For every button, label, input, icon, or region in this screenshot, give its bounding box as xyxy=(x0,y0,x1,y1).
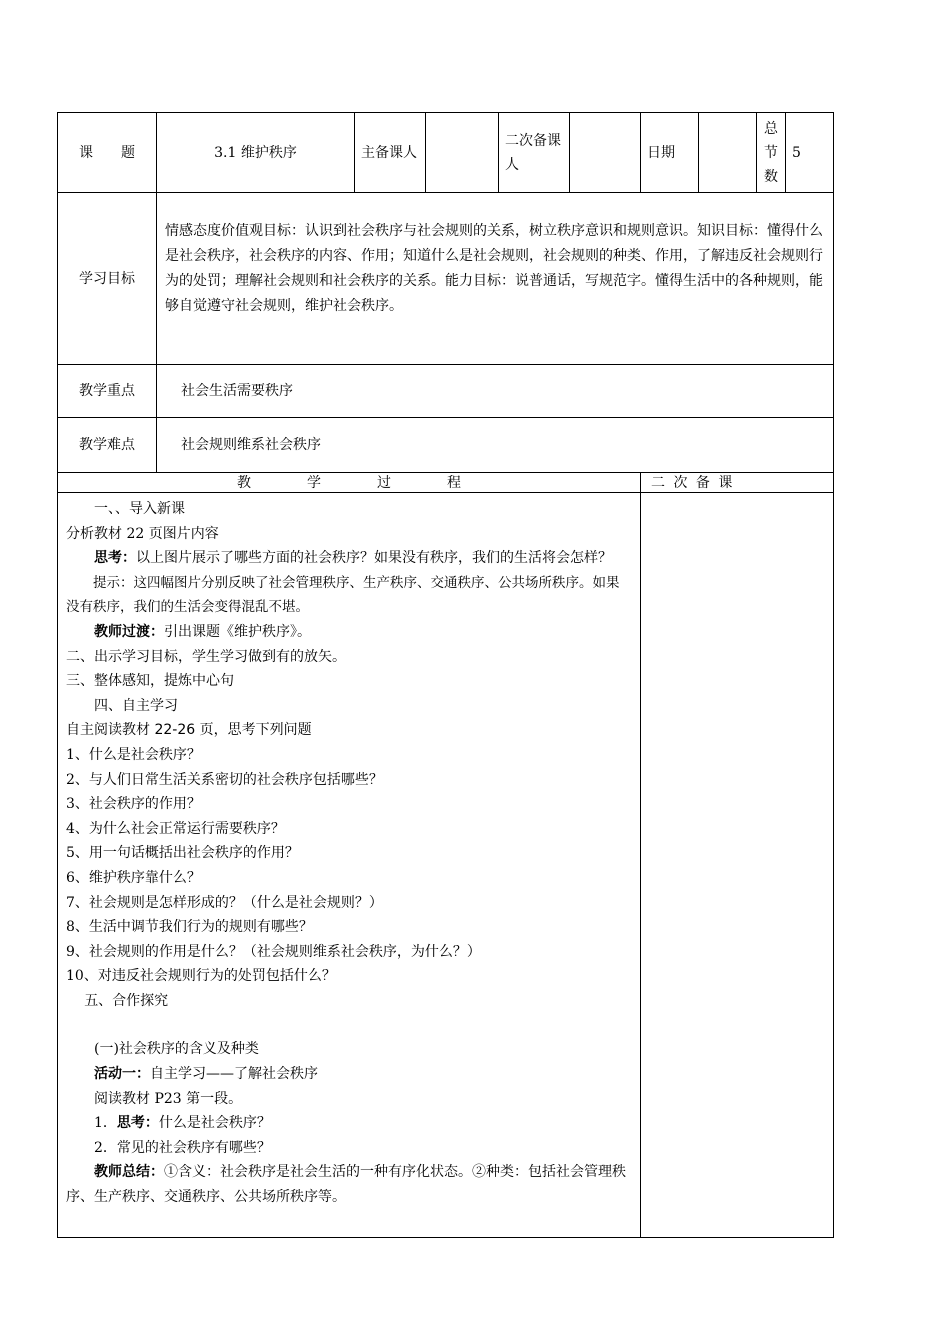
key-point-row xyxy=(58,365,834,418)
difficulty-text: 社会规则维系社会秩序 xyxy=(157,418,834,473)
date-label: 日期 xyxy=(641,113,699,193)
objectives-label: 学习目标 xyxy=(58,193,157,365)
question-item: 10、对违反社会规则行为的处罚包括什么？ xyxy=(66,968,336,985)
key-point-text: 社会生活需要秩序 xyxy=(157,365,834,418)
second-prep-notes xyxy=(641,493,834,1238)
question-item: 7、社会规则是怎样形成的？（什么是社会规则？） xyxy=(66,894,383,911)
section-four-intro: 自主阅读教材 22-26 页，思考下列问题 xyxy=(66,722,312,739)
section-intro-title: 一、、导入新课 xyxy=(94,501,185,517)
header-row xyxy=(58,113,834,193)
objectives-row xyxy=(58,193,834,365)
think-text: 以上图片展示了哪些方面的社会秩序？如果没有秩序，我们的生活将会怎样？ xyxy=(136,550,612,567)
lesson-plan-table xyxy=(57,112,834,1238)
section-four-title: 四、自主学习 xyxy=(94,697,178,714)
question-one-number: 1． xyxy=(94,1115,117,1132)
read-instruction: 阅读教材 P23 第一段。 xyxy=(94,1090,243,1107)
topic-label: 课 题 xyxy=(58,113,157,193)
question-one-text: 什么是社会秩序？ xyxy=(158,1115,271,1132)
question-item: 2、与人们日常生活关系密切的社会秩序包括哪些？ xyxy=(66,771,383,788)
transition-label: 教师过渡： xyxy=(94,623,164,640)
question-item: 6、维护秩序靠什么？ xyxy=(66,869,201,886)
hint-paragraph: 提示：这四幅图片分别反映了社会管理秩序、生产秩序、交通秩序、公共场所秩序。如果没有秩序，我们的生活会变得混乱不堪。 xyxy=(66,574,620,616)
think-paragraph xyxy=(66,546,632,571)
transition-paragraph xyxy=(66,620,632,645)
activity-label: 活动一： xyxy=(94,1066,150,1083)
section-five-title: 五、合作探究 xyxy=(84,992,169,1009)
activity-text: 自主学习——了解社会秩序 xyxy=(150,1066,318,1083)
section-three: 三、整体感知，提炼中心句 xyxy=(66,673,234,690)
question-item: 3、社会秩序的作用？ xyxy=(66,796,201,813)
topic-value: 3.1 维护秩序 xyxy=(157,113,355,193)
question-item: 1、什么是社会秩序？ xyxy=(66,746,201,763)
total-sessions-label: 总节数 xyxy=(757,113,786,193)
difficulty-row xyxy=(58,418,834,473)
process-content xyxy=(58,493,641,1238)
question-item: 8、生活中调节我们行为的规则有哪些？ xyxy=(66,919,313,936)
main-preparer-value xyxy=(426,113,499,193)
section-intro-line: 分析教材 22 页图片内容 xyxy=(66,525,219,542)
process-header-row xyxy=(58,473,834,493)
main-preparer-label: 主备课人 xyxy=(355,113,426,193)
think-label: 思考： xyxy=(94,550,136,567)
question-item: 5、用一句话概括出社会秩序的作用？ xyxy=(66,845,299,862)
question-one-label: 思考： xyxy=(116,1115,159,1132)
subsection-one-title: (一)社会秩序的含义及种类 xyxy=(94,1041,259,1058)
question-item: 9、社会规则的作用是什么？（社会规则维系社会秩序，为什么？） xyxy=(66,943,481,960)
blank-line xyxy=(66,1013,632,1037)
process-row xyxy=(58,493,834,1238)
activity-paragraph xyxy=(66,1062,632,1087)
total-sessions-value: 5 xyxy=(786,113,834,193)
summary-label: 教师总结： xyxy=(94,1164,164,1181)
key-point-label: 教学重点 xyxy=(58,365,157,418)
second-preparer-value xyxy=(570,113,641,193)
question-two: 2．常见的社会秩序有哪些？ xyxy=(94,1139,271,1156)
date-value xyxy=(699,113,757,193)
process-header-left: 教 学 过 程 xyxy=(58,473,641,493)
section-two: 二、出示学习目标，学生学习做到有的放矢。 xyxy=(66,648,346,665)
second-preparer-label: 二次备课人 xyxy=(499,113,570,193)
objectives-text: 情感态度价值观目标：认识到社会秩序与社会规则的关系，树立秩序意识和规则意识。知识目标：懂得什么是社会秩序，社会秩序的内容、作用；知道什么是社会规则，社会规则的种类、作用，了解违反社会规则行为的处罚；理解社会规则和社会秩序的关系。能力目标：说普通话，写规范字。懂得生活中的各种规则，能够自觉遵守社会规则，维护社会秩序。 xyxy=(157,193,834,365)
process-header-right: 二 次 备 课 xyxy=(641,473,834,493)
transition-text: 引出课题《维护秩序》。 xyxy=(164,623,311,640)
difficulty-label: 教学难点 xyxy=(58,418,157,473)
question-item: 4、为什么社会正常运行需要秩序？ xyxy=(66,820,285,837)
summary-text: ①含义：社会秩序是社会生活的一种有序化状态。②种类：包括社会管理秩序、生产秩序、交通秩序、公共场所秩序等。 xyxy=(66,1164,626,1206)
question-one-paragraph xyxy=(66,1111,632,1136)
summary-paragraph xyxy=(66,1160,632,1209)
